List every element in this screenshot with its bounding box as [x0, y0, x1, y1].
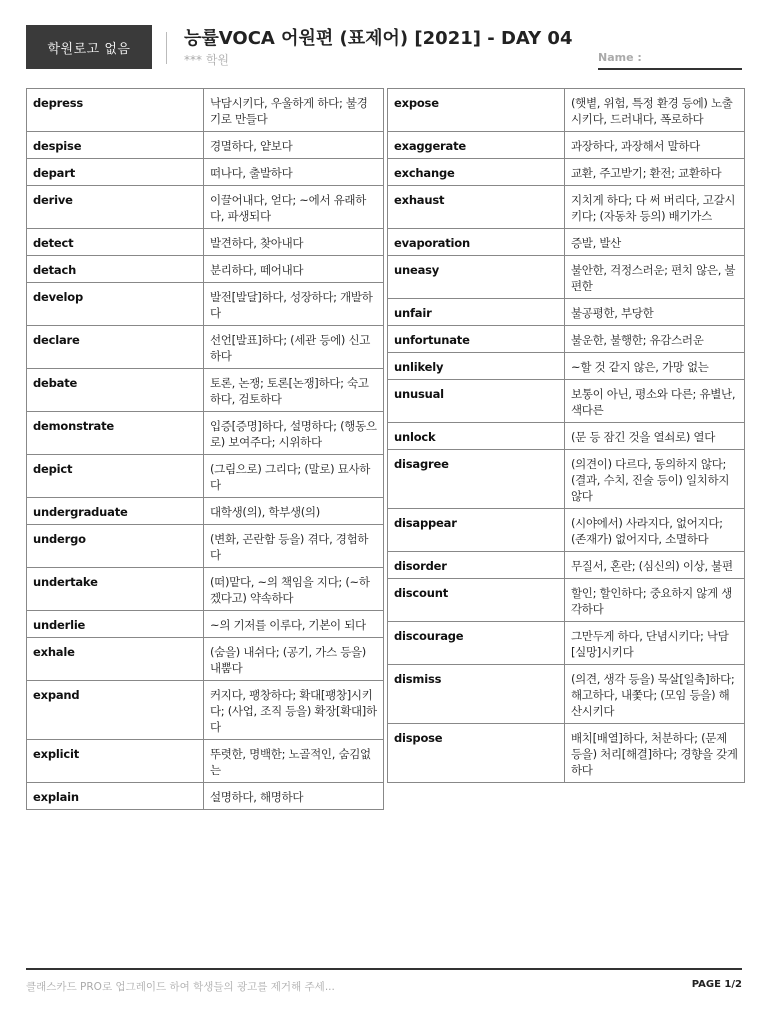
- vocab-meaning: 불안한, 걱정스러운; 편치 않은, 불편한: [565, 256, 745, 299]
- vocab-word: dispose: [388, 724, 565, 783]
- vocab-word: unlikely: [388, 353, 565, 380]
- vocab-meaning: 발전[발달]하다, 성장하다; 개발하다: [204, 283, 384, 326]
- vocab-meaning: (문 등 잠긴 것을 열쇠로) 열다: [565, 423, 745, 450]
- vocab-table-left: [26, 88, 384, 810]
- vocab-row: [388, 622, 745, 665]
- vocab-row: [27, 283, 384, 326]
- vocab-word: unusual: [388, 380, 565, 423]
- vocab-word: derive: [27, 186, 204, 229]
- vocab-word: detach: [27, 256, 204, 283]
- vocab-row: [388, 186, 745, 229]
- vocab-meaning: (떠)맡다, ~의 책임을 지다; (~하겠다고) 약속하다: [204, 568, 384, 611]
- vocab-meaning: (그림으로) 그리다; (말로) 묘사하다: [204, 455, 384, 498]
- footer-divider: [26, 968, 742, 970]
- vocab-word: expose: [388, 89, 565, 132]
- vocab-meaning: 보통이 아닌, 평소와 다른; 유별난, 색다른: [565, 380, 745, 423]
- vocab-meaning: 무질서, 혼란; (심신의) 이상, 불편: [565, 552, 745, 579]
- vocab-row: [388, 450, 745, 509]
- vocab-meaning: 경멸하다, 얕보다: [204, 132, 384, 159]
- vocab-row: [388, 353, 745, 380]
- vocab-meaning: 교환, 주고받기; 환전; 교환하다: [565, 159, 745, 186]
- vocab-row: [388, 299, 745, 326]
- vocab-meaning: ~의 기저를 이루다, 기본이 되다: [204, 611, 384, 638]
- vocab-row: [27, 611, 384, 638]
- vocab-word: despise: [27, 132, 204, 159]
- vocab-word: discourage: [388, 622, 565, 665]
- vocab-meaning: 토론, 논쟁; 토론[논쟁]하다; 숙고하다, 검토하다: [204, 369, 384, 412]
- vocab-word: discount: [388, 579, 565, 622]
- vocab-row: [27, 498, 384, 525]
- vocab-word: undergraduate: [27, 498, 204, 525]
- vocab-row: [27, 455, 384, 498]
- page-number: PAGE 1/2: [691, 979, 742, 990]
- vocab-meaning: 낙담시키다, 우울하게 하다; 불경기로 만들다: [204, 89, 384, 132]
- page-title: 능률VOCA 어원편 (표제어) [2021] - DAY 04: [184, 28, 573, 49]
- vocab-word: explicit: [27, 740, 204, 783]
- vocab-word: detect: [27, 229, 204, 256]
- vocab-row: [27, 229, 384, 256]
- vocab-row: [27, 369, 384, 412]
- academy-name: *** 학원: [184, 53, 229, 67]
- vocab-meaning: 불공평한, 부당한: [565, 299, 745, 326]
- vocab-meaning: (숨을) 내쉬다; (공기, 가스 등을) 내뿜다: [204, 638, 384, 681]
- vocab-word: exhale: [27, 638, 204, 681]
- vocab-word: expand: [27, 681, 204, 740]
- footer-promo-text: 클래스카드 PRO로 업그레이드 하여 학생들의 광고를 제거해 주세...: [26, 981, 335, 993]
- vocab-word: evaporation: [388, 229, 565, 256]
- vocab-meaning: 발견하다, 찾아내다: [204, 229, 384, 256]
- vocab-word: underlie: [27, 611, 204, 638]
- vocab-meaning: 분리하다, 떼어내다: [204, 256, 384, 283]
- logo-text: 학원로고 없음: [47, 41, 131, 57]
- vocab-meaning: 할인; 할인하다; 중요하지 않게 생각하다: [565, 579, 745, 622]
- vocab-row: [27, 740, 384, 783]
- vocab-row: [27, 638, 384, 681]
- vocab-row: [388, 509, 745, 552]
- vocab-row: [388, 256, 745, 299]
- vocab-word: depict: [27, 455, 204, 498]
- vocab-row: [388, 423, 745, 450]
- vocab-row: [27, 159, 384, 186]
- vocab-column-left: [26, 88, 383, 810]
- vocab-word: unfair: [388, 299, 565, 326]
- vocab-meaning: (의견, 생각 등을) 묵살[일축]하다; 해고하다, 내쫓다; (모임 등을) 해산시키다: [565, 665, 745, 724]
- vocab-word: uneasy: [388, 256, 565, 299]
- vocab-meaning: 이끌어내다, 얻다; ~에서 유래하다, 파생되다: [204, 186, 384, 229]
- vocab-meaning: 그만두게 하다, 단념시키다; 낙담[실망]시키다: [565, 622, 745, 665]
- vocab-meaning: 입증[증명]하다, 설명하다; (행동으로) 보여주다; 시위하다: [204, 412, 384, 455]
- vocab-meaning: (의견이) 다르다, 동의하지 않다; (결과, 수치, 진술 등이) 일치하지 않다: [565, 450, 745, 509]
- vocab-meaning: 선언[발표]하다; (세관 등에) 신고하다: [204, 326, 384, 369]
- vocab-meaning: 불운한, 불행한; 유감스러운: [565, 326, 745, 353]
- vocab-meaning: 지치게 하다; 다 써 버리다, 고갈시키다; (자동차 등의) 배기가스: [565, 186, 745, 229]
- vocab-row: [27, 326, 384, 369]
- vocab-word: develop: [27, 283, 204, 326]
- vocab-word: disappear: [388, 509, 565, 552]
- vocab-row: [27, 186, 384, 229]
- vocab-row: [388, 326, 745, 353]
- vocab-word: dismiss: [388, 665, 565, 724]
- vocab-meaning: (시야에서) 사라지다, 없어지다; (존재가) 없어지다, 소멸하다: [565, 509, 745, 552]
- vocab-row: [388, 380, 745, 423]
- vocab-row: [27, 783, 384, 810]
- vocab-meaning: (변화, 곤란함 등을) 겪다, 경험하다: [204, 525, 384, 568]
- header-divider: [166, 32, 167, 64]
- vocab-meaning: 설명하다, 해명하다: [204, 783, 384, 810]
- vocab-word: depress: [27, 89, 204, 132]
- vocab-row: [388, 132, 745, 159]
- vocab-meaning: (햇볕, 위험, 특정 환경 등에) 노출시키다, 드러내다, 폭로하다: [565, 89, 745, 132]
- vocab-meaning: 커지다, 팽창하다; 확대[팽창]시키다; (사업, 조직 등을) 확장[확대]하다: [204, 681, 384, 740]
- vocab-word: exhaust: [388, 186, 565, 229]
- vocab-word: disagree: [388, 450, 565, 509]
- vocab-meaning: 과장하다, 과장해서 말하다: [565, 132, 745, 159]
- vocab-row: [388, 552, 745, 579]
- vocab-row: [27, 132, 384, 159]
- vocab-table-right: [387, 88, 745, 783]
- vocab-row: [388, 724, 745, 783]
- vocab-word: debate: [27, 369, 204, 412]
- vocab-row: [27, 256, 384, 283]
- vocab-row: [27, 89, 384, 132]
- vocab-word: demonstrate: [27, 412, 204, 455]
- name-underline: [598, 68, 742, 70]
- vocab-row: [27, 525, 384, 568]
- vocab-row: [388, 159, 745, 186]
- vocab-meaning: 뚜렷한, 명백한; 노골적인, 숨김없는: [204, 740, 384, 783]
- vocab-word: declare: [27, 326, 204, 369]
- vocab-word: disorder: [388, 552, 565, 579]
- vocab-row: [388, 89, 745, 132]
- vocab-row: [388, 665, 745, 724]
- vocab-row: [27, 568, 384, 611]
- vocab-row: [27, 412, 384, 455]
- name-label: Name :: [598, 51, 642, 64]
- academy-logo-placeholder: [26, 25, 152, 69]
- vocab-word: exchange: [388, 159, 565, 186]
- vocab-meaning: 대학생(의), 학부생(의): [204, 498, 384, 525]
- vocab-row: [27, 681, 384, 740]
- vocab-row: [388, 579, 745, 622]
- vocab-word: undergo: [27, 525, 204, 568]
- vocab-meaning: 떠나다, 출발하다: [204, 159, 384, 186]
- vocab-row: [388, 229, 745, 256]
- vocab-word: unfortunate: [388, 326, 565, 353]
- vocab-column-right: [387, 88, 744, 783]
- vocab-word: explain: [27, 783, 204, 810]
- vocab-word: undertake: [27, 568, 204, 611]
- vocab-word: depart: [27, 159, 204, 186]
- vocab-word: exaggerate: [388, 132, 565, 159]
- vocab-meaning: 배치[배열]하다, 처분하다; (문제 등을) 처리[해결]하다; 경향을 갖게 하다: [565, 724, 745, 783]
- vocab-meaning: 증발, 발산: [565, 229, 745, 256]
- vocab-meaning: ~할 것 같지 않은, 가망 없는: [565, 353, 745, 380]
- vocab-word: unlock: [388, 423, 565, 450]
